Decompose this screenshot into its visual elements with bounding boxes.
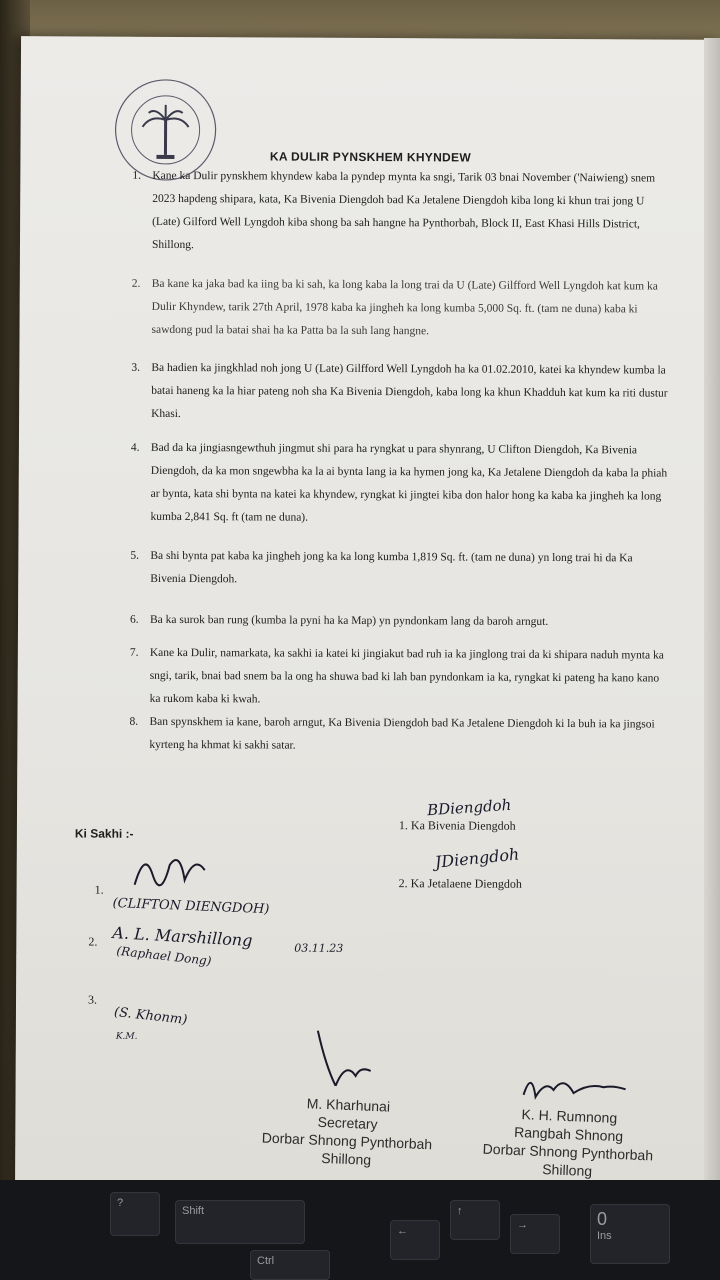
key-label: ← xyxy=(397,1225,408,1237)
party-1-signature: BDiengdoh xyxy=(426,795,512,820)
witness-number: 2. xyxy=(88,934,98,949)
key-label: ? xyxy=(117,1197,124,1209)
witness-number: 3. xyxy=(87,992,98,1007)
key-shift xyxy=(175,1200,305,1244)
rangbah-signature-stroke xyxy=(513,1065,633,1106)
paragraph-6 xyxy=(130,609,670,635)
party-number: 2. xyxy=(398,876,408,891)
secretary-name: M. Kharhunai xyxy=(306,1095,391,1115)
key-label: Shift xyxy=(182,1205,205,1217)
secretary-stamp xyxy=(246,1092,449,1172)
page-edge xyxy=(704,38,720,1210)
paragraph-text: Ban spynskhem ia kane, baroh arngut, Ka Bivenia Diengdoh bad Ka Jetalene Diengdoh ki la buh ia ka jingsoi kyrteng ha khmat ki sakhi satar. xyxy=(149,715,655,752)
paragraph-5 xyxy=(130,545,670,594)
party-1 xyxy=(399,818,516,834)
key-insert xyxy=(590,1204,670,1264)
witness-number: 1. xyxy=(94,882,104,897)
secretary-signature-stroke xyxy=(306,1026,376,1096)
secretary-org: Dorbar Shnong Pynthorbah xyxy=(261,1129,433,1153)
witness-label: Ki Sakhi :- xyxy=(74,826,134,841)
witness-2-subname: (Raphael Dong) xyxy=(115,943,213,969)
party-2 xyxy=(399,876,522,892)
key-label: 0 xyxy=(597,1209,608,1229)
key-question xyxy=(110,1192,160,1236)
paragraph-number: 3. xyxy=(131,361,140,374)
paragraph-text: Kane ka Dulir pynskhem khyndew kaba la pyndep mynta ka sngi, Tarik 03 bnai November ('Naiwieng) snem 2023 hapdeng shipara, kata, Ka Bivenia Diengdoh bad Ka Jetalene Diengdoh kiba long ki khun trai jong U (Late) Gilford Well Lyngdoh kiba shong ba sah hangne ha Pynthorbah, Block II, East Khasi Hills District, Shillong. xyxy=(151,169,656,252)
rangbah-place: Shillong xyxy=(541,1161,593,1180)
party-name: Ka Bivenia Diengdoh xyxy=(410,818,516,833)
paragraph-number: 5. xyxy=(130,549,140,562)
witness-3-signature: (S. Khonm) xyxy=(113,1004,189,1028)
paragraph-text: Ba kane ka jaka bad ka iing ba ki sah, ka long kaba la long trai da U (Late) Gilfford Well Lyngdoh kat kum ka Dulir Khyndew, tarik 27th April, 1978 kaba ka jingheh ka long kumba 5,000 Sq. ft. (tam ne duna) kaba ki sawdong pud la batai shai ha ka Patta ba la suh lang hangne. xyxy=(151,277,658,338)
paragraph-7 xyxy=(130,642,670,714)
paragraph-number: 4. xyxy=(130,441,140,454)
key-up-arrow xyxy=(450,1200,500,1240)
key-left-arrow xyxy=(390,1220,440,1260)
paragraph-number: 2. xyxy=(131,277,141,290)
paragraph-text: Ba ka surok ban rung (kumba la pyni ha ka Map) yn pyndonkam lang da baroh arngut. xyxy=(149,613,549,628)
paragraph-number: 6. xyxy=(129,613,139,626)
witness-3-initials: K.M. xyxy=(115,1031,138,1042)
rangbah-name: K. H. Rumnong xyxy=(521,1106,618,1126)
witness-2-signature: A. L. Marshillong xyxy=(111,923,253,951)
party-name: Ka Jetalaene Diengdoh xyxy=(410,876,522,891)
paragraph-3 xyxy=(131,357,671,429)
rangbah-org: Dorbar Shnong Pynthorbah xyxy=(482,1140,654,1164)
paragraph-number: 1. xyxy=(132,169,142,182)
key-ctrl xyxy=(250,1250,330,1280)
paragraph-text: Bad da ka jingiasngewthuh jingmut shi para ha ryngkat u para shynrang, U Clifton Diengdoh, Ka Bivenia Diengdoh, da ka mon sngewbha ka la ai bynta lang ia ka hymen jong ka, Ka Jetalene Diengdoh da kaba la phiah ar bynta, kata shi bynta na katei ka khyndew, ryngkat ki jingtei kiba don halor hong ka kaba ka jingheh ka long kumba 2,841 Sq. ft (tam ne duna). xyxy=(150,441,668,524)
paragraph-text: Ba shi bynta pat kaba ka jingheh jong ka ka long kumba 1,819 Sq. ft. (tam ne duna) yn long trai hi da Ka Bivenia Diengdoh. xyxy=(150,549,633,586)
paragraph-8 xyxy=(129,711,669,760)
document-title: KA DULIR PYNSKHEM KHYNDEW xyxy=(269,149,472,165)
paragraph-number: 8. xyxy=(129,715,139,728)
handwritten-date: 03.11.23 xyxy=(294,941,344,955)
document-page xyxy=(15,36,720,1212)
witness-1-scribble xyxy=(125,845,215,895)
rangbah-role: Rangbah Shnong xyxy=(513,1123,624,1145)
paragraph-text: Kane ka Dulir, namarkata, ka sakhi ia katei ki jingiakut bad ruh ia ka jinglong trai da ki shipara naduh mynta ka sngi, tarik, bnai bad snem ba la ong ha shuwa bad ki lah ban pyndonkam ia ka, ryngkat ki pateng ha kano kano ka rukom kaba ki kwah. xyxy=(149,646,664,706)
key-sublabel: Ins xyxy=(597,1230,612,1242)
witness-1-signature: (CLIFTON DIENGDOH) xyxy=(112,895,270,918)
key-right-arrow xyxy=(510,1214,560,1254)
secretary-place: Shillong xyxy=(321,1149,372,1168)
rangbah-stamp xyxy=(462,1103,675,1183)
paragraph-number: 7. xyxy=(129,646,139,659)
party-2-signature: JDiengdoh xyxy=(434,844,521,872)
keyboard xyxy=(0,1180,720,1280)
paragraph-text: Ba hadien ka jingkhlad noh jong U (Late) Gilfford Well Lyngdoh ha ka 01.02.2010, katei ka khyndew kumba la batai haneng ka la hiar pateng noh sha Ka Bivenia Diengdoh, kaba long ka khun Khadduh kat kum ka riti dustur Khasi. xyxy=(151,361,668,421)
paragraph-4 xyxy=(130,437,670,532)
key-label: ↑ xyxy=(457,1205,463,1217)
secretary-role: Secretary xyxy=(317,1113,378,1133)
key-label: Ctrl xyxy=(257,1255,275,1267)
paragraph-2 xyxy=(131,273,671,345)
key-label: → xyxy=(517,1219,528,1231)
party-number: 1. xyxy=(398,818,408,833)
paragraph-1 xyxy=(132,165,672,260)
